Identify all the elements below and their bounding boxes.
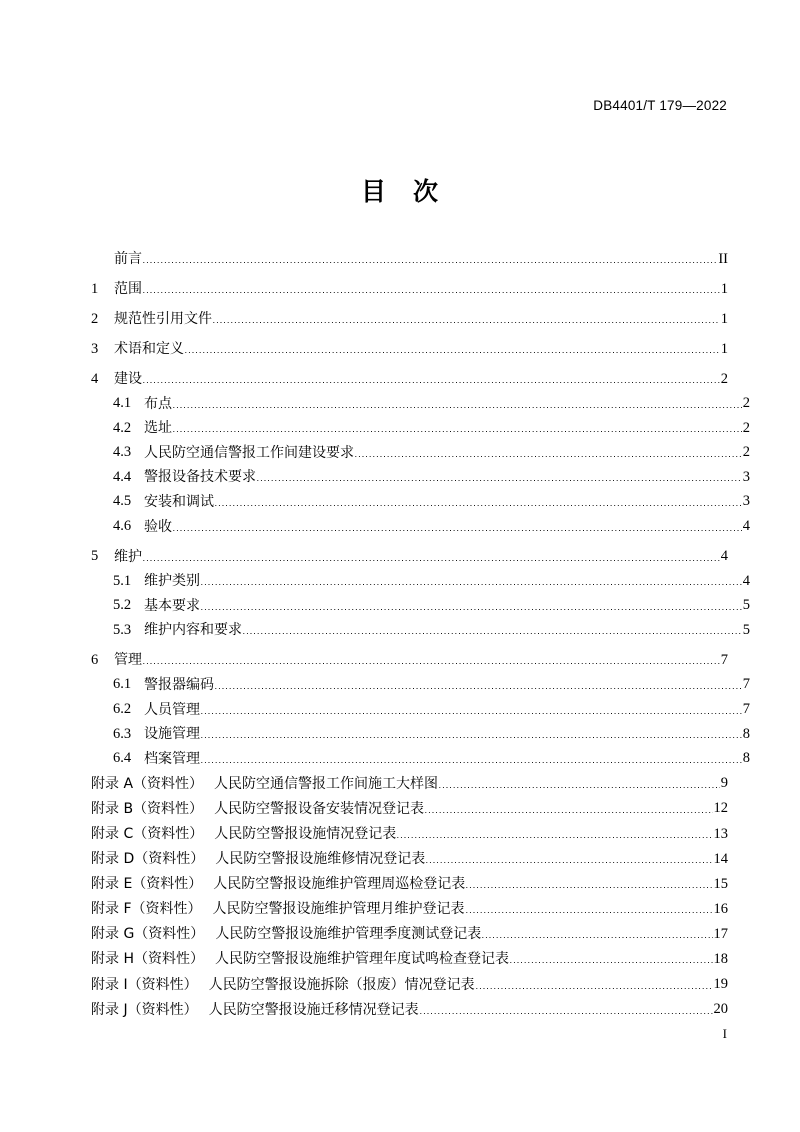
toc-entry-page-number: 15	[713, 875, 728, 892]
toc-entry[interactable]	[91, 692, 750, 717]
toc-dot-leader	[481, 927, 712, 942]
toc-entry-appendix-prefix: 附录 E（资料性）	[91, 876, 203, 893]
toc-entry-page-number: 7	[742, 676, 750, 693]
toc-entry-page-number: II	[718, 250, 728, 267]
toc-entry-label: 人民防空警报设施维护管理年度试鸣检查登记表	[214, 951, 509, 968]
toc-entry[interactable]	[91, 296, 728, 326]
toc-entry[interactable]	[91, 460, 750, 485]
toc-entry-page-number: 5	[742, 621, 750, 638]
toc-entry-page-number: 12	[713, 800, 728, 817]
toc-entry-label: 人民防空警报设施迁移情况登记表	[208, 1001, 419, 1018]
toc-dot-leader	[214, 677, 742, 692]
toc-entry-page-number: 3	[742, 493, 750, 510]
toc-entry[interactable]	[91, 484, 750, 509]
toc-entry-appendix-prefix: 附录 H（资料性）	[91, 951, 204, 968]
toc-entry-label: 维护	[114, 548, 142, 565]
toc-entry-label: 建设	[114, 371, 142, 387]
toc-entry-number: 6	[91, 651, 99, 668]
toc-entry[interactable]	[91, 266, 728, 296]
toc-entry[interactable]	[91, 667, 750, 692]
table-of-contents	[91, 236, 750, 1018]
toc-dot-leader	[465, 877, 712, 892]
toc-entry[interactable]	[91, 841, 728, 866]
toc-entry-label: 档案管理	[144, 750, 200, 767]
toc-dot-leader	[212, 312, 720, 327]
toc-dot-leader	[354, 445, 742, 460]
toc-dot-leader	[200, 574, 742, 589]
page-title-second-char: 次	[413, 177, 440, 206]
toc-dot-leader	[200, 598, 742, 613]
toc-entry-label: 警报设备技术要求	[144, 469, 256, 486]
toc-dot-leader	[172, 519, 742, 534]
toc-entry-number: 4.2	[113, 419, 132, 436]
toc-dot-leader	[142, 252, 717, 267]
toc-entry-page-number: 13	[713, 825, 728, 842]
toc-entry-page-number: 16	[713, 900, 728, 917]
page-title-first-char: 目	[360, 177, 387, 206]
toc-entry[interactable]	[91, 236, 728, 266]
toc-dot-leader	[438, 776, 720, 791]
toc-dot-leader	[200, 727, 742, 742]
toc-dot-leader	[142, 653, 720, 668]
toc-entry-label: 维护内容和要求	[144, 622, 242, 639]
toc-entry-page-number: 8	[742, 725, 750, 742]
toc-dot-leader	[396, 827, 712, 842]
toc-entry-label: 设施管理	[144, 726, 200, 743]
toc-dot-leader	[200, 751, 742, 766]
toc-entry[interactable]	[91, 766, 728, 791]
footer-page-number: I	[722, 1026, 727, 1041]
toc-entry[interactable]	[91, 326, 728, 356]
toc-entry-number: 4	[91, 370, 99, 387]
toc-dot-leader	[256, 470, 742, 485]
toc-entry[interactable]	[91, 717, 750, 742]
toc-entry-number: 4.1	[113, 395, 132, 412]
toc-entry-label: 人民防空警报设施情况登记表	[214, 826, 397, 842]
toc-entry-appendix-prefix: 附录 C（资料性）	[91, 826, 204, 842]
toc-dot-leader	[142, 549, 720, 564]
toc-entry-label: 基本要求	[144, 597, 200, 614]
toc-dot-leader	[214, 494, 742, 509]
toc-entry-appendix-prefix: 附录 I（资料性）	[91, 976, 198, 993]
toc-entry-number: 3	[91, 340, 99, 357]
toc-entry-appendix-prefix: 附录 F（资料性）	[91, 901, 202, 918]
toc-entry-page-number: 18	[713, 950, 728, 967]
toc-entry[interactable]	[91, 741, 750, 766]
toc-entry[interactable]	[91, 637, 728, 667]
toc-dot-leader	[475, 977, 713, 992]
toc-entry-page-number: 9	[720, 775, 728, 792]
toc-entry-label: 管理	[114, 652, 142, 669]
toc-dot-leader	[465, 902, 713, 917]
toc-entry[interactable]	[91, 534, 728, 564]
toc-entry-number: 4.5	[113, 493, 132, 510]
toc-entry[interactable]	[91, 509, 750, 534]
toc-entry-label: 人民防空警报设施维护管理周巡检登记表	[213, 876, 466, 893]
toc-entry-page-number: 2	[742, 419, 750, 436]
standard-number: DB4401/T 179—2022	[593, 98, 727, 113]
toc-entry-label: 人民防空警报设施拆除（报废）情况登记表	[208, 976, 475, 993]
toc-entry-page-number: 17	[713, 925, 728, 942]
toc-entry-label: 人民防空警报设施维修情况登记表	[215, 851, 426, 868]
toc-entry-number: 6.3	[113, 725, 132, 742]
toc-entry-number: 4.4	[113, 468, 132, 485]
toc-entry-label: 人民防空通信警报工作间建设要求	[144, 444, 354, 461]
toc-entry-number: 4.6	[113, 518, 132, 535]
toc-entry-appendix-prefix: 附录 J（资料性）	[91, 1001, 198, 1018]
toc-entry[interactable]	[91, 966, 728, 991]
toc-entry-label: 布点	[144, 395, 172, 412]
toc-entry-number: 6.4	[113, 750, 132, 767]
document-footer	[72, 1026, 727, 1042]
toc-entry-number: 6.1	[113, 676, 132, 693]
toc-entry[interactable]	[91, 816, 728, 841]
toc-entry-page-number: 4	[720, 548, 728, 565]
toc-entry-page-number: 1	[720, 340, 728, 357]
toc-entry-label: 验收	[144, 518, 172, 535]
toc-entry[interactable]	[91, 866, 728, 891]
toc-entry-label: 人民防空警报设备安装情况登记表	[214, 800, 425, 817]
toc-entry-number: 5.2	[113, 597, 132, 614]
toc-dot-leader	[142, 282, 720, 297]
toc-entry[interactable]	[91, 916, 728, 941]
toc-entry-label: 范围	[114, 281, 142, 297]
toc-dot-leader	[424, 801, 712, 816]
toc-dot-leader	[200, 702, 742, 717]
toc-entry-page-number: 4	[742, 572, 750, 589]
toc-entry-label: 维护类别	[144, 573, 200, 590]
toc-entry-label: 人民防空通信警报工作间施工大样图	[214, 775, 439, 792]
page-title	[0, 172, 800, 208]
toc-entry-number: 5.1	[113, 572, 132, 589]
toc-entry-page-number: 3	[742, 468, 750, 485]
toc-entry-page-number: 2	[742, 395, 750, 412]
toc-entry-page-number: 4	[742, 518, 750, 535]
toc-entry-page-number: 7	[720, 651, 728, 668]
toc-entry-number: 5	[91, 548, 99, 565]
toc-entry-appendix-prefix: 附录 B（资料性）	[91, 800, 204, 817]
toc-entry[interactable]	[91, 435, 750, 460]
toc-dot-leader	[242, 623, 742, 638]
toc-entry-label: 选址	[144, 420, 172, 437]
toc-entry-number: 1	[91, 280, 99, 297]
toc-entry[interactable]	[91, 941, 728, 966]
toc-entry-label: 人民防空警报设施维护管理季度测试登记表	[215, 926, 482, 943]
toc-dot-leader	[425, 852, 712, 867]
toc-entry[interactable]	[91, 791, 728, 816]
toc-entry-appendix-prefix: 附录 A（资料性）	[91, 775, 204, 792]
toc-entry-page-number: 5	[742, 597, 750, 614]
toc-entry-appendix-prefix: 附录 G（资料性）	[91, 926, 205, 943]
toc-entry[interactable]	[91, 386, 750, 411]
toc-entry[interactable]	[91, 613, 750, 638]
toc-entry-number: 6.2	[113, 701, 132, 718]
toc-entry[interactable]	[91, 411, 750, 436]
document-header	[72, 98, 727, 113]
toc-dot-leader	[172, 396, 742, 411]
toc-entry-page-number: 1	[720, 280, 728, 297]
toc-dot-leader	[172, 421, 742, 436]
toc-entry-number: 5.3	[113, 621, 132, 638]
toc-entry[interactable]	[91, 564, 750, 589]
toc-dot-leader	[509, 952, 713, 967]
toc-entry-page-number: 2	[742, 444, 750, 461]
toc-entry[interactable]	[91, 891, 728, 916]
toc-entry-label: 规范性引用文件	[114, 311, 212, 327]
toc-entry-label: 人民防空警报设施维护管理月维护登记表	[212, 901, 465, 918]
toc-entry-number: 4.3	[113, 444, 132, 461]
toc-dot-leader	[142, 372, 720, 387]
toc-entry[interactable]	[91, 356, 728, 386]
toc-entry-page-number: 19	[713, 976, 728, 993]
toc-entry-label: 术语和定义	[114, 341, 184, 357]
toc-entry[interactable]	[91, 992, 728, 1017]
toc-entry[interactable]	[91, 588, 750, 613]
toc-entry-number: 2	[91, 310, 99, 327]
toc-entry-page-number: 1	[720, 310, 728, 327]
toc-entry-label: 警报器编码	[144, 676, 214, 693]
toc-entry-page-number: 20	[713, 1001, 728, 1018]
toc-entry-label: 人员管理	[144, 701, 200, 718]
toc-entry-page-number: 14	[713, 850, 728, 867]
toc-entry-label: 安装和调试	[144, 493, 214, 510]
toc-dot-leader	[184, 342, 720, 357]
toc-entry-appendix-prefix: 附录 D（资料性）	[91, 851, 205, 868]
toc-entry-page-number: 2	[720, 370, 728, 387]
toc-entry-page-number: 7	[742, 701, 750, 718]
toc-entry-page-number: 8	[742, 750, 750, 767]
toc-dot-leader	[419, 1002, 713, 1017]
toc-entry-label: 前言	[114, 251, 142, 267]
